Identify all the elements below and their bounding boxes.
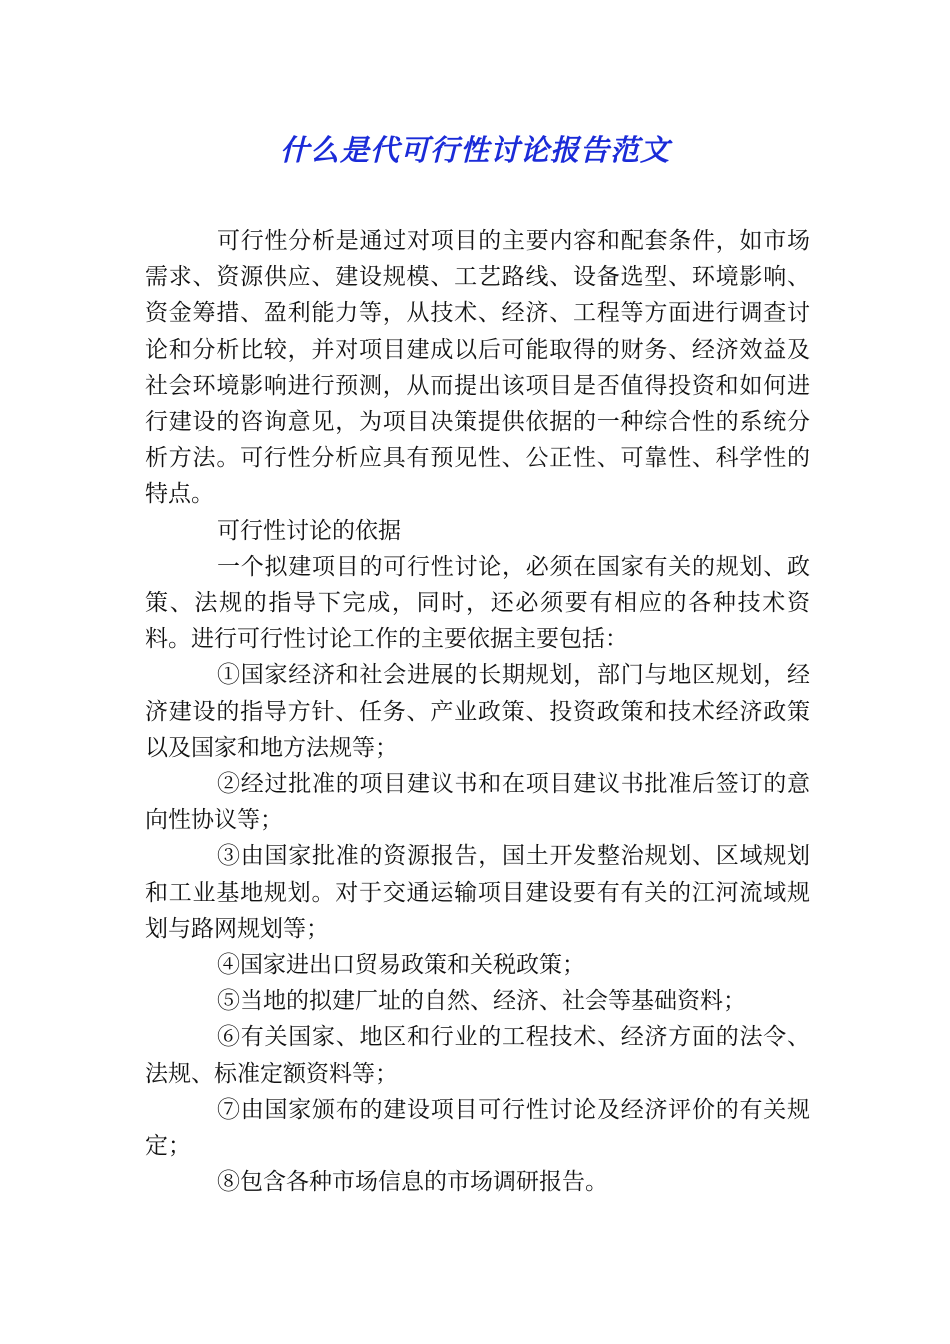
list-item-1: ①国家经济和社会进展的长期规划，部门与地区规划，经济建设的指导方针、任务、产业政策、投资政策和技术经济政策以及国家和地方法规等； <box>145 662 810 761</box>
list-item-7: ⑦由国家颁布的建设项目可行性讨论及经济评价的有关规定； <box>145 1096 810 1160</box>
list-item-8: ⑧包含各种市场信息的市场调研报告。 <box>217 1169 608 1196</box>
paragraph-basis: 一个拟建项目的可行性讨论，必须在国家有关的规划、政策、法规的指导下完成，同时，还必须要有相应的各种技术资料。进行可行性讨论工作的主要依据主要包括： <box>145 553 810 653</box>
list-item-6: ⑥有关国家、地区和行业的工程技术、经济方面的法令、法规、标准定额资料等； <box>145 1024 810 1087</box>
document-title: 什么是代可行性讨论报告范文 <box>279 133 670 167</box>
section-heading-basis: 可行性讨论的依据 <box>217 517 401 544</box>
list-item-4: ④国家进出口贸易政策和关税政策； <box>217 952 585 979</box>
list-item-2: ②经过批准的项目建议书和在项目建议书批准后签订的意向性协议等； <box>145 771 810 834</box>
paragraph-intro: 可行性分析是通过对项目的主要内容和配套条件，如市场需求、资源供应、建设规模、工艺路线、设备选型、环境影响、资金筹措、盈利能力等，从技术、经济、工程等方面进行调查讨论和分析比较，并对项目建成以后可能取得的财务、经济效益及社会环境影响进行预测，从而提出该项目是否值得投资和如何进行建设的咨询意见，为项目决策提供依据的一种综合性的系统分析方法。可行性分析应具有预见性、公正性、可靠性、科学性的特点。 <box>145 228 810 508</box>
list-item-5: ⑤当地的拟建厂址的自然、经济、社会等基础资料； <box>217 988 746 1015</box>
list-item-3: ③由国家批准的资源报告，国土开发整治规划、区域规划和工业基地规划。对于交通运输项目建设要有有关的江河流域规划与路网规划等； <box>145 843 810 942</box>
document-body <box>145 223 810 1200</box>
